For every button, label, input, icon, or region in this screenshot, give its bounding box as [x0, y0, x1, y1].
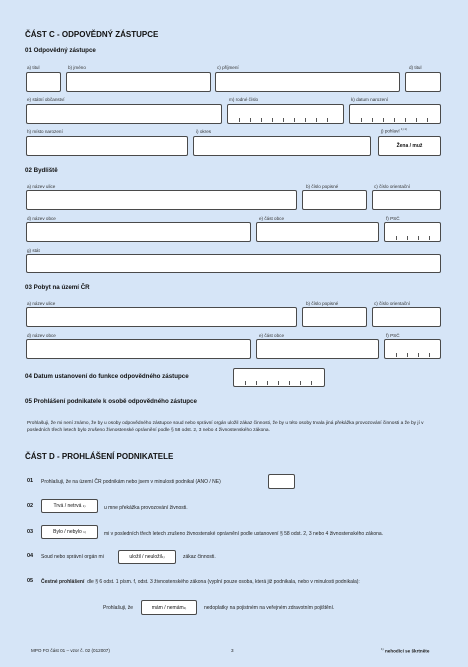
- stat-field[interactable]: [26, 254, 441, 273]
- obcanstvi-field[interactable]: [26, 104, 222, 124]
- label-pobyt-obec: d) název obce: [27, 333, 56, 338]
- bylo-note: 1): [83, 530, 86, 534]
- pobyt-psc-field[interactable]: [384, 339, 441, 359]
- footer-page-number: 3: [231, 648, 234, 653]
- cislo-orientacni-field[interactable]: [372, 190, 441, 210]
- label-titul-a: a) titul: [27, 65, 40, 70]
- d-item-05-line: [41, 579, 360, 585]
- footer-note-mark: 1): [381, 647, 384, 651]
- label-titul-d: d) titul: [409, 65, 422, 70]
- trva-note: 1): [82, 504, 86, 508]
- rodne-cislo-ticks: [228, 118, 343, 123]
- datum-narozeni-ticks: [350, 118, 440, 123]
- rodne-cislo-field[interactable]: [227, 104, 344, 124]
- footer-note: $^{1)}$ nehodící se škrtněte: [381, 647, 430, 654]
- mam-nemam-option[interactable]: mám / nemám 1): [141, 600, 197, 615]
- label-stat: g) stát: [27, 248, 40, 253]
- label-ulice: a) název ulice: [27, 184, 56, 189]
- label-jmeno: b) jméno: [68, 65, 86, 70]
- d-item-03-number: 03: [27, 529, 34, 535]
- d-item-05-text: dle § 6 odst. 1 písm. f, odst. 3 živnostenského zákona (vyplní pouze osoba, která již podnikala, nebo v minulosti podnikala):: [87, 579, 360, 585]
- titul-d-field[interactable]: [405, 72, 441, 92]
- declaration-pretext: Prohlašuji, že: [103, 605, 134, 611]
- d-item-05-number: 05: [27, 578, 34, 584]
- subsection-01-title: 01 Odpovědný zástupce: [25, 47, 96, 54]
- pohlavi-note: 1) 1): [400, 127, 408, 131]
- titul-a-field[interactable]: [26, 72, 61, 92]
- label-obcanstvi: e) státní občanství: [27, 97, 65, 102]
- section-d-title: ČÁST D - PROHLÁŠENÍ PODNIKATELE: [25, 452, 174, 461]
- label-cislo-orientacni: c) číslo orientační: [374, 184, 410, 189]
- label-pobyt-cislo-popisne: b) číslo popisné: [306, 301, 339, 306]
- declaration-text: nedoplatky na pojistném na veřejném zdravotním pojištění.: [204, 605, 335, 611]
- label-datum-narozeni: k) datum narození: [351, 97, 389, 102]
- d-item-02-text: u mne překážka provozování živnosti.: [104, 505, 188, 511]
- datum-ustanoveni-ticks: [234, 381, 324, 386]
- bylo-nebylo-option[interactable]: Bylo / nebylo 1): [41, 525, 98, 539]
- ulice-field[interactable]: [26, 190, 297, 210]
- subsection-02-title: 02 Bydliště: [25, 167, 58, 174]
- jmeno-field[interactable]: [66, 72, 211, 92]
- d-item-03-text: mi v posledních třech letech zrušeno živnostenské oprávnění podle ustanovení § 58 odst. 2, 3 nebo 4 živnostenského zákona.: [104, 531, 384, 537]
- label-prijmeni: c) příjmení: [217, 65, 239, 70]
- d-item-01-number: 01: [27, 478, 34, 484]
- pohlavi-option[interactable]: Žena / muž: [378, 136, 441, 156]
- section-c-title: ČÁST C - ODPOVĚDNÝ ZÁSTUPCE: [25, 30, 159, 39]
- ano-ne-field[interactable]: [268, 474, 295, 489]
- cestne-prohlaseni-label: Čestné prohlášení: [41, 579, 85, 585]
- d-item-02-number: 02: [27, 503, 34, 509]
- pobyt-cast-obce-field[interactable]: [256, 339, 379, 359]
- prijmeni-field[interactable]: [215, 72, 400, 92]
- trva-netrva-option[interactable]: Trvá / netrvá 1): [41, 499, 98, 513]
- psc-ticks: [385, 236, 440, 241]
- mam-note: 1): [183, 605, 187, 610]
- okres-field[interactable]: [193, 136, 371, 156]
- obec-field[interactable]: [26, 222, 251, 242]
- label-cislo-popisne: b) číslo popisné: [306, 184, 339, 189]
- prohlaseni-text: Prohlašuji, že mi není známo, že by u osoby odpovědného zástupce soud nebo správní orgán uložil zákaz činnosti, že by u této osoby trvala jiná překážka provozování činnosti a že by jí v posledních třech letech bylo zrušeno živnostenské oprávnění podle § 58 odst. 2, 3 nebo 4 živnostenského zákona.: [27, 421, 424, 433]
- pobyt-obec-field[interactable]: [26, 339, 251, 359]
- d-item-04-number: 04: [27, 553, 34, 559]
- label-pobyt-ulice: a) název ulice: [27, 301, 56, 306]
- ulozil-neulozil-option[interactable]: uložil / neuložil 1): [118, 550, 176, 564]
- cast-obce-field[interactable]: [256, 222, 379, 242]
- label-pohlavi: j) pohlaví $^{1) 1)}$: [381, 127, 408, 134]
- label-misto-narozeni: h) místo narození: [27, 129, 63, 134]
- label-psc: f) PSČ: [386, 216, 400, 221]
- datum-narozeni-field[interactable]: [349, 104, 441, 124]
- datum-ustanoveni-field[interactable]: [233, 368, 325, 387]
- d-item-04-text: zákaz činnosti.: [183, 554, 216, 560]
- label-rodne-cislo: m) rodné číslo: [229, 97, 259, 102]
- subsection-03-title: 03 Pobyt na území ČR: [25, 284, 90, 291]
- pobyt-psc-ticks: [385, 353, 440, 358]
- label-okres: i) okres: [196, 129, 212, 134]
- label-obec: d) název obce: [27, 216, 56, 221]
- pobyt-ulice-field[interactable]: [26, 307, 297, 327]
- d-item-04-pretext: Soud nebo správní orgán mi: [41, 554, 104, 560]
- subsection-05-title: 05 Prohlášení podnikatele k osobě odpovědného zástupce: [25, 398, 197, 405]
- subsection-04-title: 04 Datum ustanovení do funkce odpovědného zástupce: [25, 373, 189, 380]
- pobyt-cislo-orientacni-field[interactable]: [372, 307, 441, 327]
- pobyt-cislo-popisne-field[interactable]: [302, 307, 367, 327]
- psc-field[interactable]: [384, 222, 441, 242]
- d-item-01-text: Prohlašuji, že na území ČR podnikám nebo jsem v minulosti podnikal (ANO / NE): [41, 479, 221, 485]
- label-cast-obce: e) část obce: [259, 216, 285, 221]
- ulozil-note: 1): [161, 555, 165, 559]
- label-pobyt-psc: f) PSČ: [386, 333, 400, 338]
- label-pobyt-cast-obce: e) část obce: [259, 333, 285, 338]
- cislo-popisne-field[interactable]: [302, 190, 367, 210]
- misto-narozeni-field[interactable]: [26, 136, 188, 156]
- label-pobyt-cislo-orientacni: c) číslo orientační: [374, 301, 410, 306]
- footer-form-id: MPO FO část 01 – vzor č. 02 (012007): [31, 648, 110, 653]
